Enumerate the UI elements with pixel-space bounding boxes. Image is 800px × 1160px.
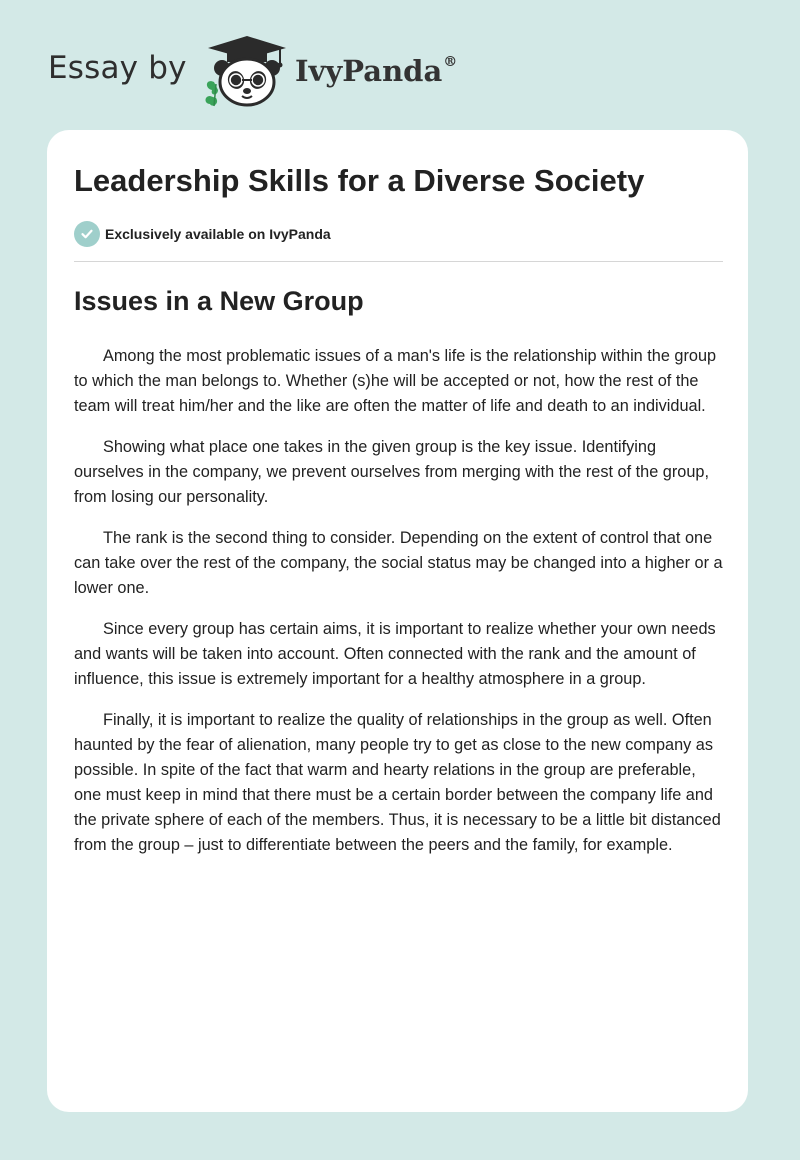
registered-mark: ® (443, 54, 458, 71)
essay-card (47, 130, 748, 1112)
paragraph: Showing what place one takes in the given group is the key issue. Identifying ourselves in the company, we prevent ourselves from merging with the rest of the group, from losing our personality. (74, 438, 709, 506)
brand-name[interactable]: IvyPanda® (295, 54, 458, 88)
section-heading: Issues in a New Group (74, 286, 364, 316)
paragraph: Since every group has certain aims, it is important to realize whether your own needs and wants will be taken into account. Often connected with the rank and the amount of influence, this issue is extremely important for a healthy atmosphere in a group. (74, 620, 716, 688)
paragraph: Finally, it is important to realize the quality of relationships in the group as well. Often haunted by the fear of alienation, many people try to get as close to the new company as possible. In spite of the fact that warm and hearty relations in the group are preferable, one must keep in mind that there must be a certain border between the company life and the private sphere of each of the members. Thus, it is necessary to be a little bit distanced from the group – just to differentiate between the peers and the family, for example. (74, 711, 721, 854)
page-title: Leadership Skills for a Diverse Society (74, 163, 645, 198)
essay-body (74, 344, 726, 874)
exclusive-badge (74, 221, 331, 247)
badge-label: Exclusively available on IvyPanda (105, 226, 331, 242)
panda-logo-icon[interactable] (200, 34, 290, 108)
site-header (48, 34, 548, 114)
check-icon (74, 221, 100, 247)
divider (74, 261, 723, 262)
essay-by-label: Essay by (48, 50, 187, 86)
paragraph: Among the most problematic issues of a man's life is the relationship within the group to which the man belongs to. Whether (s)he will be accepted or not, how the rest of the team will treat him/her and the like are often the matter of life and death to an individual. (74, 347, 717, 415)
paragraph: The rank is the second thing to consider. Depending on the extent of control that one can take over the rest of the company, the social status may be changed into a higher or a lower one. (74, 529, 723, 597)
